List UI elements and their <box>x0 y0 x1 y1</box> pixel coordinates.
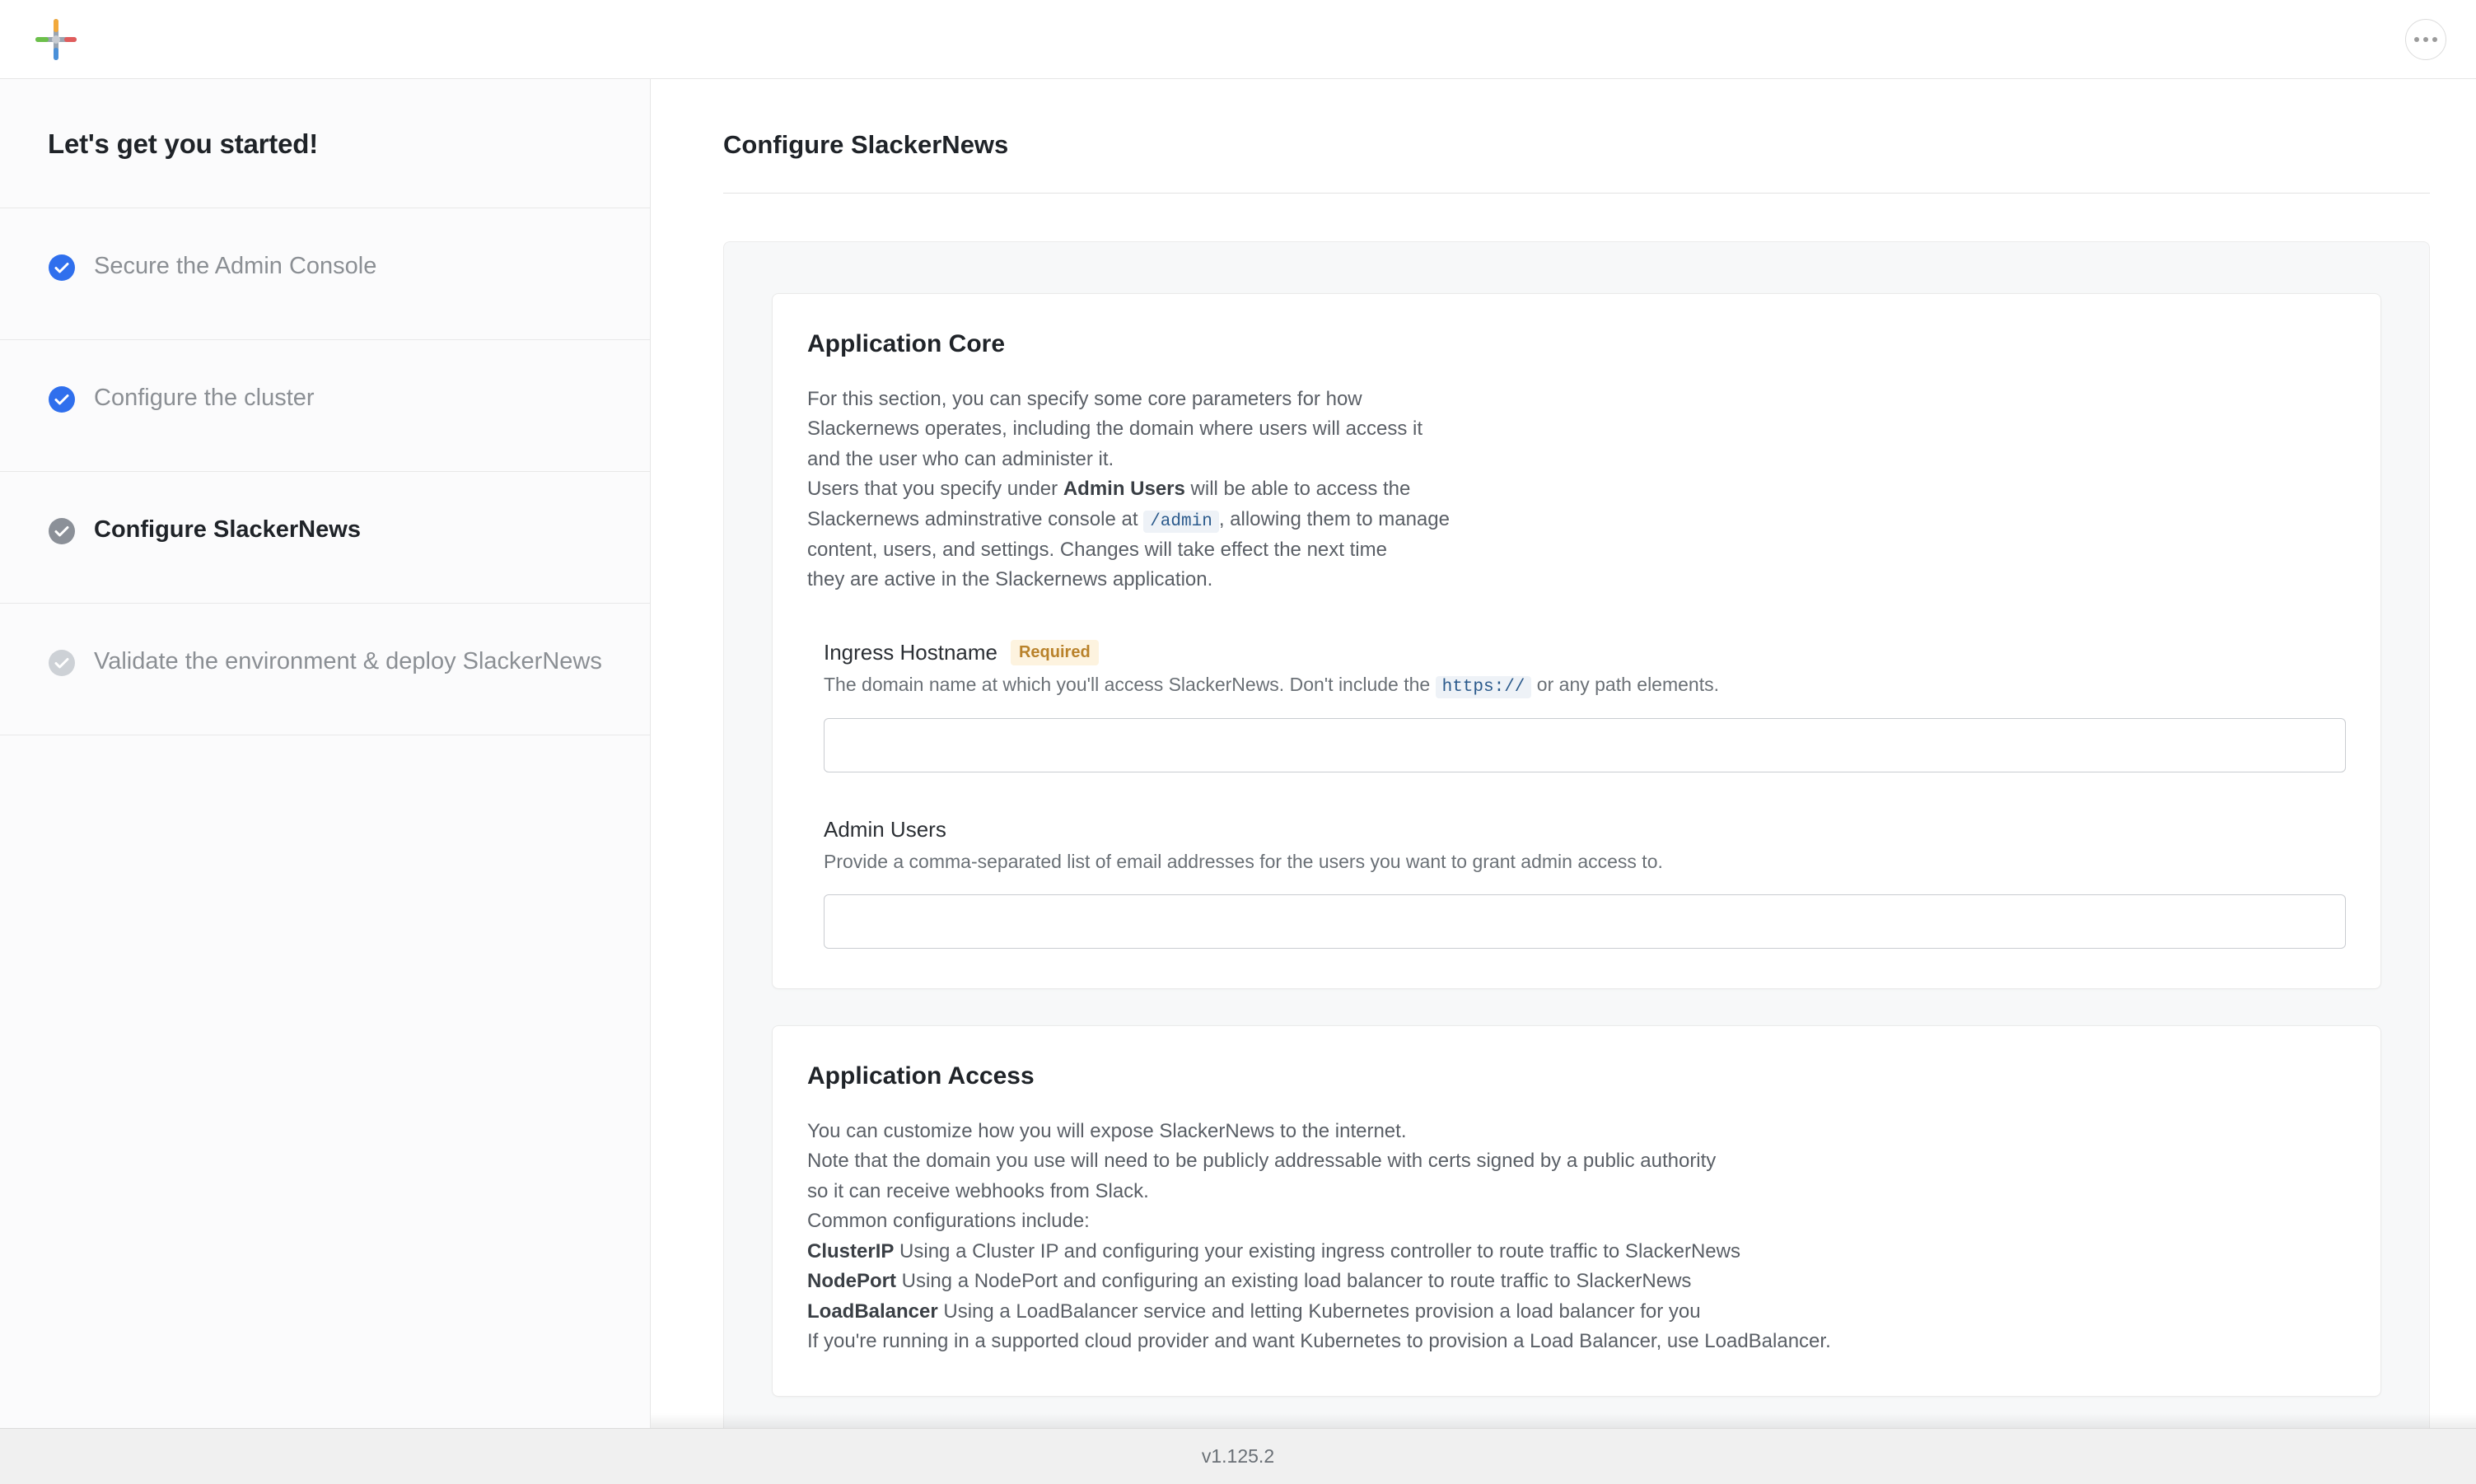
sidebar-item-label: Configure SlackerNews <box>94 516 361 543</box>
field-label: Admin Users <box>824 816 946 842</box>
sidebar <box>0 79 651 1484</box>
sidebar-item-configure-slackernews[interactable] <box>0 472 650 604</box>
card-title: Application Access <box>807 1062 1035 1090</box>
footer <box>0 1428 2476 1484</box>
version-label: v1.125.2 <box>1201 1445 1275 1467</box>
check-circle-filled-icon <box>48 254 76 282</box>
desc-line: Note that the domain you use will need to be publicly addressable with certs signed by a public authority <box>807 1150 1717 1173</box>
sidebar-title: Let's get you started! <box>0 79 650 208</box>
desc-line: Common configurations include: <box>807 1210 1090 1233</box>
access-option-loadbalancer-text: Using a LoadBalancer service and letting Kubernetes provision a load balancer for you <box>937 1300 1701 1323</box>
desc-line: For this section, you can specify some core parameters for how <box>807 388 1362 410</box>
card-description <box>807 1117 2346 1357</box>
application-access-card <box>772 1025 2381 1398</box>
page-title: Configure SlackerNews <box>723 79 2430 194</box>
admin-users-input[interactable] <box>824 894 2346 949</box>
sidebar-item-configure-cluster[interactable] <box>0 340 650 472</box>
sidebar-item-validate-and-deploy[interactable] <box>0 604 650 735</box>
desc-bold-admin-users: Admin Users <box>1063 478 1185 501</box>
code-admin-path: /admin <box>1143 511 1219 533</box>
sidebar-item-label: Validate the environment & deploy SlackerNews <box>94 648 602 674</box>
desc-line: You can customize how you will expose SlackerNews to the internet. <box>807 1119 1407 1142</box>
field-label: Ingress Hostname <box>824 639 997 665</box>
ingress-hostname-input[interactable] <box>824 718 2346 772</box>
config-panel <box>723 241 2430 1484</box>
check-circle-pending-icon <box>48 649 76 677</box>
dot-icon <box>2423 37 2428 42</box>
field-help <box>824 674 2346 697</box>
dot-icon <box>2432 37 2437 42</box>
desc-text: Slackernews adminstrative console at <box>807 507 1144 530</box>
help-text: or any path elements. <box>1531 673 1719 695</box>
desc-line: If you're running in a supported cloud provider and want Kubernetes to provision a Load Balancer, use LoadBalancer. <box>807 1330 1831 1352</box>
access-option-clusterip-text: Using a Cluster IP and configuring your existing ingress controller to route traffic to SlackerNews <box>894 1239 1740 1262</box>
sidebar-item-label: Configure the cluster <box>94 385 315 411</box>
desc-line: they are active in the Slackernews application. <box>807 568 1213 591</box>
sidebar-item-label: Secure the Admin Console <box>94 253 377 279</box>
required-badge: Required <box>1011 640 1099 665</box>
check-circle-active-icon <box>48 517 76 545</box>
desc-line: content, users, and settings. Changes will take effect the next time <box>807 538 1387 561</box>
field-ingress-hostname <box>807 640 2346 772</box>
desc-line: so it can receive webhooks from Slack. <box>807 1179 1149 1202</box>
access-option-nodeport-text: Using a NodePort and configuring an existing load balancer to route traffic to SlackerNews <box>896 1270 1692 1293</box>
code-https: https:// <box>1436 676 1532 698</box>
sidebar-item-secure-admin-console[interactable] <box>0 208 650 340</box>
desc-text: Users that you specify under <box>807 478 1063 501</box>
help-text: The domain name at which you'll access SlackerNews. Don't include the <box>824 673 1436 695</box>
check-circle-filled-icon <box>48 385 76 413</box>
access-option-loadbalancer-label: LoadBalancer <box>807 1300 938 1323</box>
replicated-logo-icon[interactable] <box>33 16 79 63</box>
body <box>0 79 2476 1484</box>
top-bar <box>0 0 2476 79</box>
application-core-card <box>772 293 2381 989</box>
desc-line: and the user who can administer it. <box>807 447 1114 470</box>
access-option-clusterip-label: ClusterIP <box>807 1239 895 1262</box>
card-title: Application Core <box>807 330 1006 357</box>
dot-icon <box>2414 37 2419 42</box>
access-option-nodeport-label: NodePort <box>807 1270 896 1293</box>
field-help: Provide a comma-separated list of email addresses for the users you want to grant admin access to. <box>824 850 1663 872</box>
desc-line: Slackernews operates, including the domain where users will access it <box>807 418 1423 441</box>
desc-text: , allowing them to manage <box>1218 507 1450 530</box>
desc-text: will be able to access the <box>1184 478 1411 501</box>
more-options-button[interactable] <box>2405 19 2446 60</box>
field-admin-users <box>807 817 2346 949</box>
card-description <box>807 385 2346 595</box>
main-content <box>651 79 2476 1484</box>
